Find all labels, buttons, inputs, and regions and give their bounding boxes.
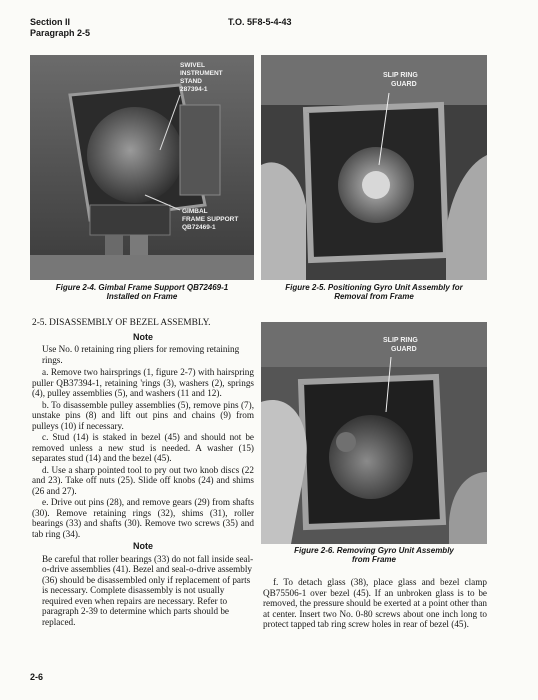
figure-2-4-photo xyxy=(30,55,254,280)
fig-2-4-callout-line: QB72469-1 xyxy=(182,224,216,231)
fig-2-5-callout-line: GUARD xyxy=(391,81,417,88)
figure-2-5-caption xyxy=(261,283,487,301)
step-f: f. To detach glass (38), place glass and bezel clamp QB75506-1 over bezel (45). If an unbroken glass is to be removed, the pressure should be exerted at a point other than at center. Insert two No. 0-80 screws about one inch long to protect tapped tab ring screw holes in rear of bezel (45). xyxy=(263,577,487,629)
step-c: c. Stud (14) is staked in bezel (45) and should not be removed unless a new stud is needed. A washer (15) separates stud (14) and the bezel (45). xyxy=(32,432,254,463)
caption-line: Removal from Frame xyxy=(334,292,414,301)
fig-2-6-callout-line: GUARD xyxy=(391,346,417,353)
fig-2-4-callout-line: INSTRUMENT xyxy=(180,70,223,77)
note-text: Use No. 0 retaining ring pliers for removing retaining rings. xyxy=(42,344,240,365)
figure-2-6-photo xyxy=(261,322,487,544)
fig-2-6-callout-line: SLIP RING xyxy=(383,337,418,344)
note-heading: Note xyxy=(133,331,153,342)
caption-line: Installed on Frame xyxy=(106,292,178,301)
note-heading: Note xyxy=(133,541,153,551)
technical-order-number: T.O. 5F8-5-4-43 xyxy=(228,17,292,27)
caption-line: Figure 2-6. Removing Gyro Unit Assembly xyxy=(294,546,454,555)
left-text-column xyxy=(32,318,254,629)
section-heading: 2-5. DISASSEMBLY OF BEZEL ASSEMBLY. xyxy=(32,318,211,328)
fig-2-4-callout-line: 287394-1 xyxy=(180,86,208,93)
note-text: Be careful that roller bearings (33) do not fall inside seal-o-drive assemblies (41). Bezel and seal-o-drive assembly (36) should be disassembled only if replacement of parts is necessary. Complete disassembly is not usually required even when repairs are necessary. Refer to paragraph 2-39 to determine which parts should be replaced. xyxy=(42,553,254,627)
figure-2-4-caption xyxy=(30,283,254,301)
fig-2-4-callout-line: STAND xyxy=(180,78,202,85)
step-b: b. To disassemble pulley assemblies (5), remove pins (7), unstake pins (8) and lift out pins and chains (9) from pulleys (10) if necessary. xyxy=(32,399,254,431)
figure-2-6-caption xyxy=(261,546,487,564)
fig-2-5-callout-line: SLIP RING xyxy=(383,72,418,79)
fig-2-4-callout-line: FRAME SUPPORT xyxy=(182,216,239,223)
right-text-column xyxy=(263,577,487,631)
step-d: d. Use a sharp pointed tool to pry out two knob discs (22 and 23). Take off nuts (25). Slide off knobs (24) and shims (26 and 27). xyxy=(32,464,254,496)
figure-2-5-photo xyxy=(261,55,487,280)
fig-2-4-callout-line: GIMBAL xyxy=(182,208,208,215)
caption-line: Figure 2-5. Positioning Gyro Unit Assembly for xyxy=(285,283,463,292)
step-a: a. Remove two hairsprings (1, figure 2-7) with hairspring puller QB37394-1, retaining 'rings (3), washers (2), springs (4), pulley assemblies (5), and washers (11 and 12). xyxy=(32,367,254,398)
page-number: 2-6 xyxy=(30,672,44,682)
caption-line: Figure 2-4. Gimbal Frame Support QB72469-1 xyxy=(55,283,229,292)
caption-line: from Frame xyxy=(351,555,396,564)
step-e: e. Drive out pins (28), and remove gears (29) from shafts (30). Remove retaining rings (32), shims (31), roller bearings (33) and shafts (30). Remove two screws (35) and tab ring (34). xyxy=(32,497,254,539)
paragraph-label: Paragraph 2-5 xyxy=(30,28,91,38)
section-label: Section II xyxy=(30,17,71,27)
fig-2-4-callout-line: SWIVEL xyxy=(180,62,205,69)
